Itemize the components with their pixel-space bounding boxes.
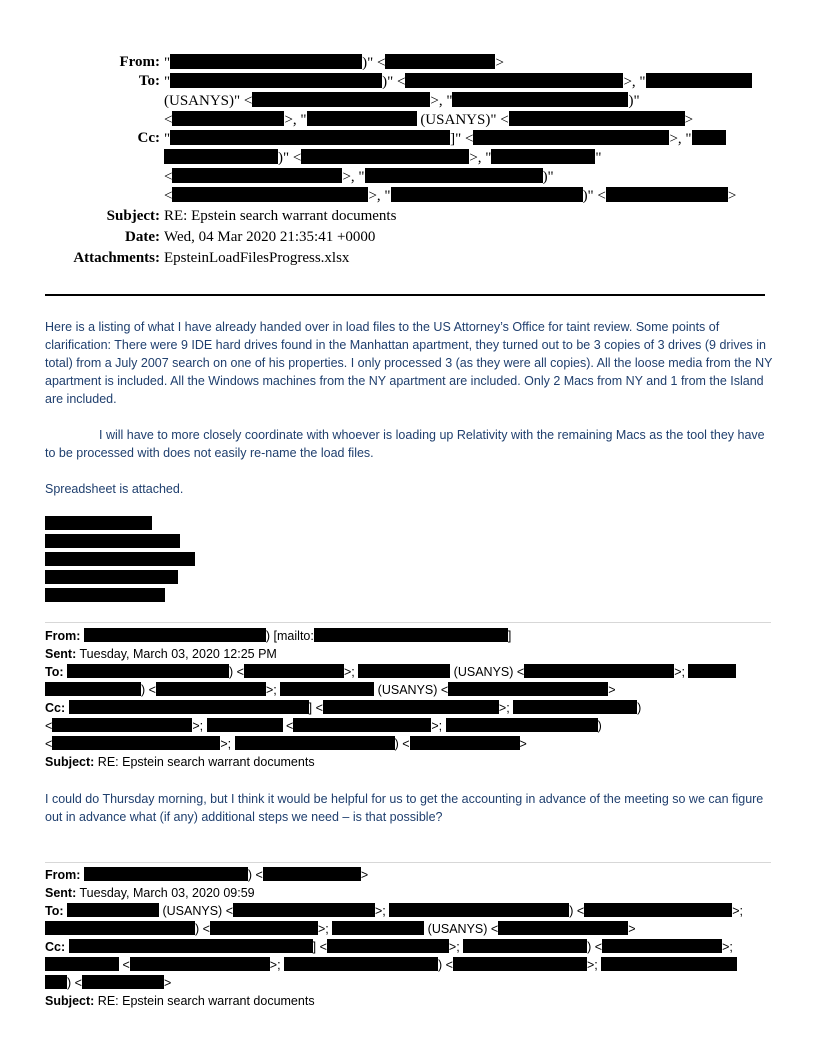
- body-paragraph: Spreadsheet is attached.: [45, 482, 184, 496]
- redaction: [452, 92, 628, 107]
- cc-label: Cc:: [137, 130, 160, 146]
- signature-redacted: [45, 516, 195, 606]
- redaction: [45, 588, 165, 602]
- redaction: [45, 682, 141, 696]
- date-row: [0, 229, 816, 248]
- message-separator: [45, 862, 771, 863]
- redaction: [323, 700, 499, 714]
- header-divider: [45, 294, 765, 296]
- redaction: [280, 682, 374, 696]
- redaction: [389, 903, 569, 917]
- usanys-tag: (USANYS): [427, 922, 488, 936]
- redaction: [446, 718, 598, 732]
- to-label: To:: [45, 665, 64, 679]
- message-body: [45, 318, 773, 498]
- redaction: [307, 111, 417, 126]
- redaction: [164, 149, 278, 164]
- redaction: [358, 664, 450, 678]
- redaction: [52, 736, 220, 750]
- usanys-tag: (USANYS): [377, 683, 438, 697]
- redaction: [233, 903, 375, 917]
- redaction: [453, 957, 587, 971]
- redaction: [606, 187, 728, 202]
- redaction: [252, 92, 430, 107]
- sent-value: Tuesday, March 03, 2020 12:25 PM: [79, 647, 277, 661]
- subject-label: Subject:: [106, 208, 160, 224]
- from-row: From: " )" < >: [119, 54, 504, 71]
- subject-label: Subject:: [45, 755, 95, 769]
- redaction: [45, 552, 195, 566]
- body-paragraph: I will have to more closely coordinate with whoever is loading up Relativity with the remaining Macs as the tool they have to be processed with does not easily re-name the load files.: [45, 428, 765, 460]
- date-value: Wed, 04 Mar 2020 21:35:41 +0000: [164, 229, 376, 245]
- date-label: Date:: [125, 229, 160, 245]
- redaction: [284, 957, 438, 971]
- message-separator: [45, 622, 771, 623]
- subject-label: Subject:: [45, 994, 95, 1008]
- to-row: To: " )" < >, ": [0, 73, 816, 92]
- redaction: [524, 664, 674, 678]
- redaction: [385, 54, 495, 69]
- body-paragraph: Here is a listing of what I have already handed over in load files to the US Attorney’s Office for taint review. Some points of clarification: There were 9 IDE hard drives found in the Manhattan apartment, they turned out to be 3 copies of 3 drives (9 drives in total) from a July 2007 search on one of his properties. I only processed 3 (as they were all copies). All the loose media from the NY apartment is included. All the Windows machines from the NY apartment are included. Only 2 Macs from NY and 1 from the Island are included.: [45, 320, 773, 406]
- redaction: [513, 700, 637, 714]
- redaction: [45, 516, 152, 530]
- subject-value: RE: Epstein search warrant documents: [97, 994, 315, 1008]
- redaction: [448, 682, 608, 696]
- attachment-filename[interactable]: EpsteinLoadFilesProgress.xlsx: [164, 250, 350, 266]
- quoted-header: From: ) < > Sent: Tuesday, March 03, 2020 09:59 To: (USANYS) < >; ) < >; ) < >; (USANYS) < > Cc: ] < >; ) < >; < >; ) < >; ) < > Subject: RE: Epstein search warrant documents: [45, 868, 743, 1008]
- redaction: [172, 111, 284, 126]
- quoted-header: From: ) [mailto: ] Sent: Tuesday, March 03, 2020 12:25 PM To: ) < >; (USANYS) < >; ) < >; (USANYS) < > Cc: ] < >; ) < >; < >; ) < >; ) < > Subject: RE: Epstein search warrant documents: [45, 627, 775, 771]
- redaction: [692, 130, 726, 145]
- redaction: [391, 187, 583, 202]
- redaction: [463, 939, 587, 953]
- redaction: [45, 570, 178, 584]
- redaction: [45, 534, 180, 548]
- redaction: [67, 664, 229, 678]
- redaction: [410, 736, 520, 750]
- redaction: [67, 903, 159, 917]
- redaction: [473, 130, 669, 145]
- from-label: From:: [45, 629, 81, 643]
- attachments-label: Attachments:: [73, 250, 160, 266]
- redaction: [584, 903, 732, 917]
- redaction: [646, 73, 752, 88]
- redaction: [688, 664, 736, 678]
- to-label: To:: [45, 904, 64, 918]
- redaction: [130, 957, 270, 971]
- cc-row: Cc: " ]" < >, ": [0, 130, 816, 149]
- redaction: [498, 921, 628, 935]
- redaction: [491, 149, 595, 164]
- redaction: [172, 168, 342, 183]
- redaction: [52, 718, 192, 732]
- usanys-tag: (USANYS): [164, 93, 235, 109]
- redaction: [172, 187, 368, 202]
- to-label: To:: [138, 73, 160, 89]
- cc-label: Cc:: [45, 940, 66, 954]
- redaction: [263, 867, 361, 881]
- subject-value: RE: Epstein search warrant documents: [97, 755, 315, 769]
- message-body: I could do Thursday morning, but I think it would be helpful for us to get the accounting in advance of the meeting so we can figure out in advance what (if any) additional steps we need – is that possible?: [45, 792, 764, 824]
- redaction: [170, 54, 362, 69]
- redaction: [170, 73, 382, 88]
- from-label: From:: [119, 54, 160, 70]
- cc-label: Cc:: [45, 701, 66, 715]
- redaction: [327, 939, 449, 953]
- sent-label: Sent:: [45, 886, 77, 900]
- redaction: [170, 130, 450, 145]
- redaction: [69, 700, 309, 714]
- redaction: [332, 921, 424, 935]
- email-header: From: " )" < > To: " )" < >, " (USANYS)" < >, " )" < >, " (USANYS)" < > Cc: " ]" < >, " )" < >, " " < >, " )" < >, " )" < > Subject: RE: Epstein search warrant documents Date: Wed, 04 Mar 2020 21:35:41 +0000 Attachments: EpsteinLoadFilesProgress.xlsx: [0, 54, 816, 269]
- usanys-tag: (USANYS): [453, 665, 514, 679]
- redaction: [601, 957, 737, 971]
- redaction: [45, 921, 195, 935]
- redaction: [84, 628, 266, 642]
- usanys-tag: (USANYS): [162, 904, 223, 918]
- sent-value: Tuesday, March 03, 2020 09:59: [79, 886, 255, 900]
- usanys-tag: (USANYS): [420, 112, 491, 128]
- redaction: [235, 736, 395, 750]
- redaction: [365, 168, 543, 183]
- redaction: [156, 682, 266, 696]
- redaction: [84, 867, 248, 881]
- redaction: [509, 111, 685, 126]
- mailto-text: [mailto:: [273, 629, 314, 643]
- attachments-row: [0, 250, 816, 269]
- redaction: [82, 975, 164, 989]
- redaction: [69, 939, 313, 953]
- redaction: [293, 718, 431, 732]
- subject-value: RE: Epstein search warrant documents: [164, 208, 397, 224]
- redaction: [45, 957, 119, 971]
- redaction: [602, 939, 722, 953]
- redaction: [244, 664, 344, 678]
- sent-label: Sent:: [45, 647, 77, 661]
- redaction: [207, 718, 283, 732]
- redaction: [45, 975, 67, 989]
- from-label: From:: [45, 868, 81, 882]
- redaction: [314, 628, 508, 642]
- redaction: [405, 73, 623, 88]
- redaction: [210, 921, 318, 935]
- subject-row: [0, 208, 816, 227]
- redaction: [301, 149, 469, 164]
